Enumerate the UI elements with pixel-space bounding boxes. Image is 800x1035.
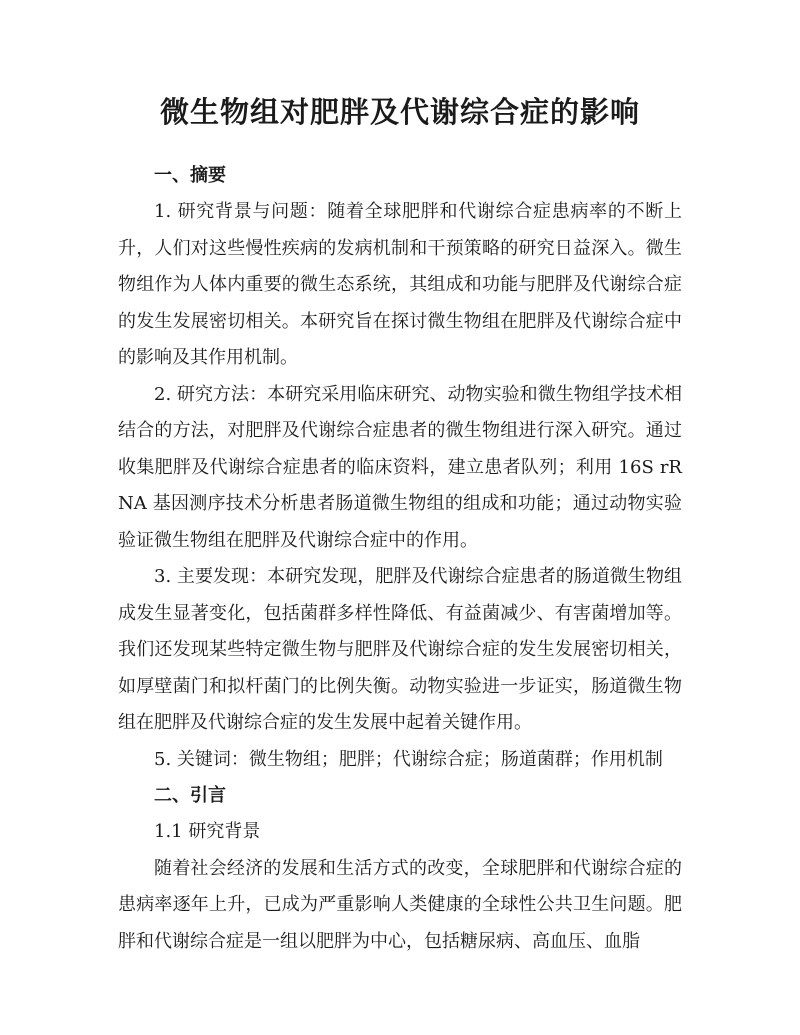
abstract-paragraph-methods: 2. 研究方法：本研究采用临床研究、动物实验和微生物组学技术相结合的方法，对肥胖及代谢综合症患者的微生物组进行深入研究。通过收集肥胖及代谢综合症患者的临床资料，建立患者队列；利用 16S rRNA 基因测序技术分析患者肠道微生物组的组成和功能；通过动物实验验证微生物组在肥胖及代谢综合症中的作用。 [118,383,682,551]
abstract-paragraph-background: 1. 研究背景与问题：随着全球肥胖和代谢综合症患病率的不断上升，人们对这些慢性疾病的发病机制和干预策略的研究日益深入。微生物组作为人体内重要的微生态系统，其组成和功能与肥胖及代谢综合症的发生发展密切相关。本研究旨在探讨微生物组在肥胖及代谢综合症中的影响及其作用机制。 [118,201,682,368]
abstract-paragraph-findings: 3. 主要发现：本研究发现，肥胖及代谢综合症患者的肠道微生物组成发生显著变化，包括菌群多样性降低、有益菌减少、有害菌增加等。我们还发现某些特定微生物与肥胖及代谢综合症的发生发展密切相关，如厚壁菌门和拟杆菌门的比例失衡。动物实验进一步证实，肠道微生物组在肥胖及代谢综合症的发生发展中起着关键作用。 [118,566,682,733]
abstract-paragraph-keywords: 5. 关键词：微生物组；肥胖；代谢综合症；肠道菌群；作用机制 [154,748,663,770]
section-heading-abstract: 一、摘要 [154,165,226,186]
subsection-heading-background: 1.1 研究背景 [154,821,261,842]
intro-paragraph: 随着社会经济的发展和生活方式的改变，全球肥胖和代谢综合症的患病率逐年上升，已成为严重影响人类健康的全球性公共卫生问题。肥胖和代谢综合症是一组以肥胖为中心，包括糖尿病、高血压、血脂 [118,857,682,952]
section-heading-introduction: 二、引言 [154,785,226,806]
document-page [118,88,682,960]
document-title: 微生物组对肥胖及代谢综合症的影响 [159,95,640,129]
